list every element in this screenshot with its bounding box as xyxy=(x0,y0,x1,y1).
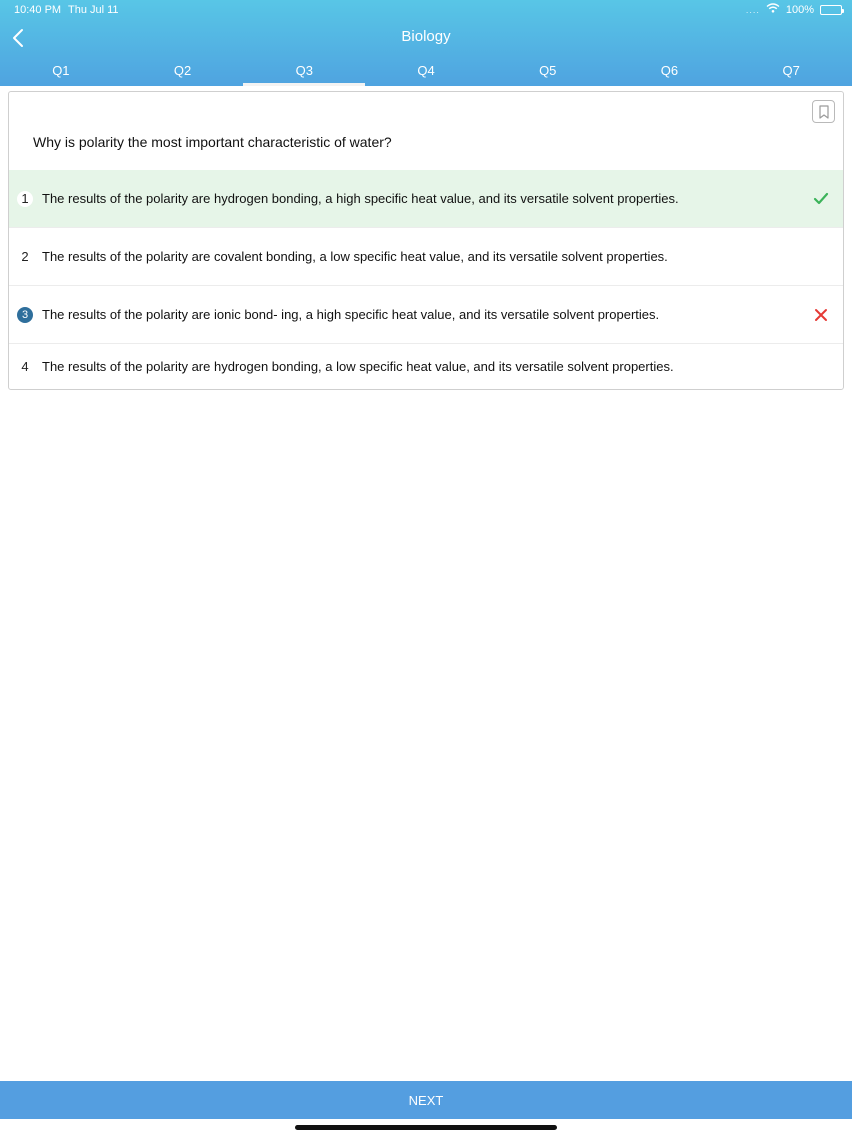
answer-text: The results of the polarity are hydrogen bonding, a low specific heat value, and its versatile solvent properties. xyxy=(42,358,674,374)
answer-text: The results of the polarity are ionic bond- ing, a high specific heat value, and its versatile solvent properties. xyxy=(42,307,660,322)
answer-number: 1 xyxy=(17,191,33,207)
answer-text: The results of the polarity are covalent bonding, a low specific heat value, and its versatile solvent properties. xyxy=(42,249,668,264)
tab-q5[interactable]: Q5 xyxy=(539,63,557,78)
question-tabs xyxy=(0,58,852,86)
status-right xyxy=(746,3,842,16)
page-title: Biology xyxy=(401,28,451,45)
tab-q7[interactable]: Q7 xyxy=(782,63,800,78)
home-indicator[interactable] xyxy=(295,1125,557,1130)
answer-option-4[interactable] xyxy=(9,344,843,388)
bookmark-icon xyxy=(818,105,830,119)
x-icon xyxy=(809,308,833,322)
wifi-icon xyxy=(766,3,780,16)
answer-number: 2 xyxy=(17,249,33,265)
battery-icon xyxy=(820,5,842,15)
tab-q6[interactable]: Q6 xyxy=(660,63,679,78)
question-text: Why is polarity the most important characteristic of water? xyxy=(33,134,392,150)
answer-number: 4 xyxy=(17,358,33,374)
tab-q2[interactable]: Q2 xyxy=(173,63,192,78)
status-time: 10:40 PM xyxy=(14,4,62,16)
status-bar xyxy=(0,0,852,20)
answer-option-2[interactable] xyxy=(9,228,843,286)
battery-percent: 100% xyxy=(785,3,814,16)
question-card xyxy=(8,91,844,390)
check-icon xyxy=(809,192,833,206)
next-button[interactable]: NEXT xyxy=(0,1081,852,1119)
tab-q4[interactable]: Q4 xyxy=(417,63,435,78)
status-date: Thu Jul 11 xyxy=(68,4,119,16)
answer-number-selected: 3 xyxy=(17,307,33,323)
answer-option-1[interactable] xyxy=(9,170,843,228)
header xyxy=(0,0,852,86)
tab-q1[interactable]: Q1 xyxy=(52,63,70,78)
tab-q3[interactable]: Q3 xyxy=(243,58,365,86)
signal-icon: .... xyxy=(745,4,760,15)
answer-option-3[interactable] xyxy=(9,286,843,344)
bookmark-button[interactable] xyxy=(812,100,835,123)
answer-text: The results of the polarity are hydrogen bonding, a high specific heat value, and its versatile solvent properties. xyxy=(42,191,679,206)
